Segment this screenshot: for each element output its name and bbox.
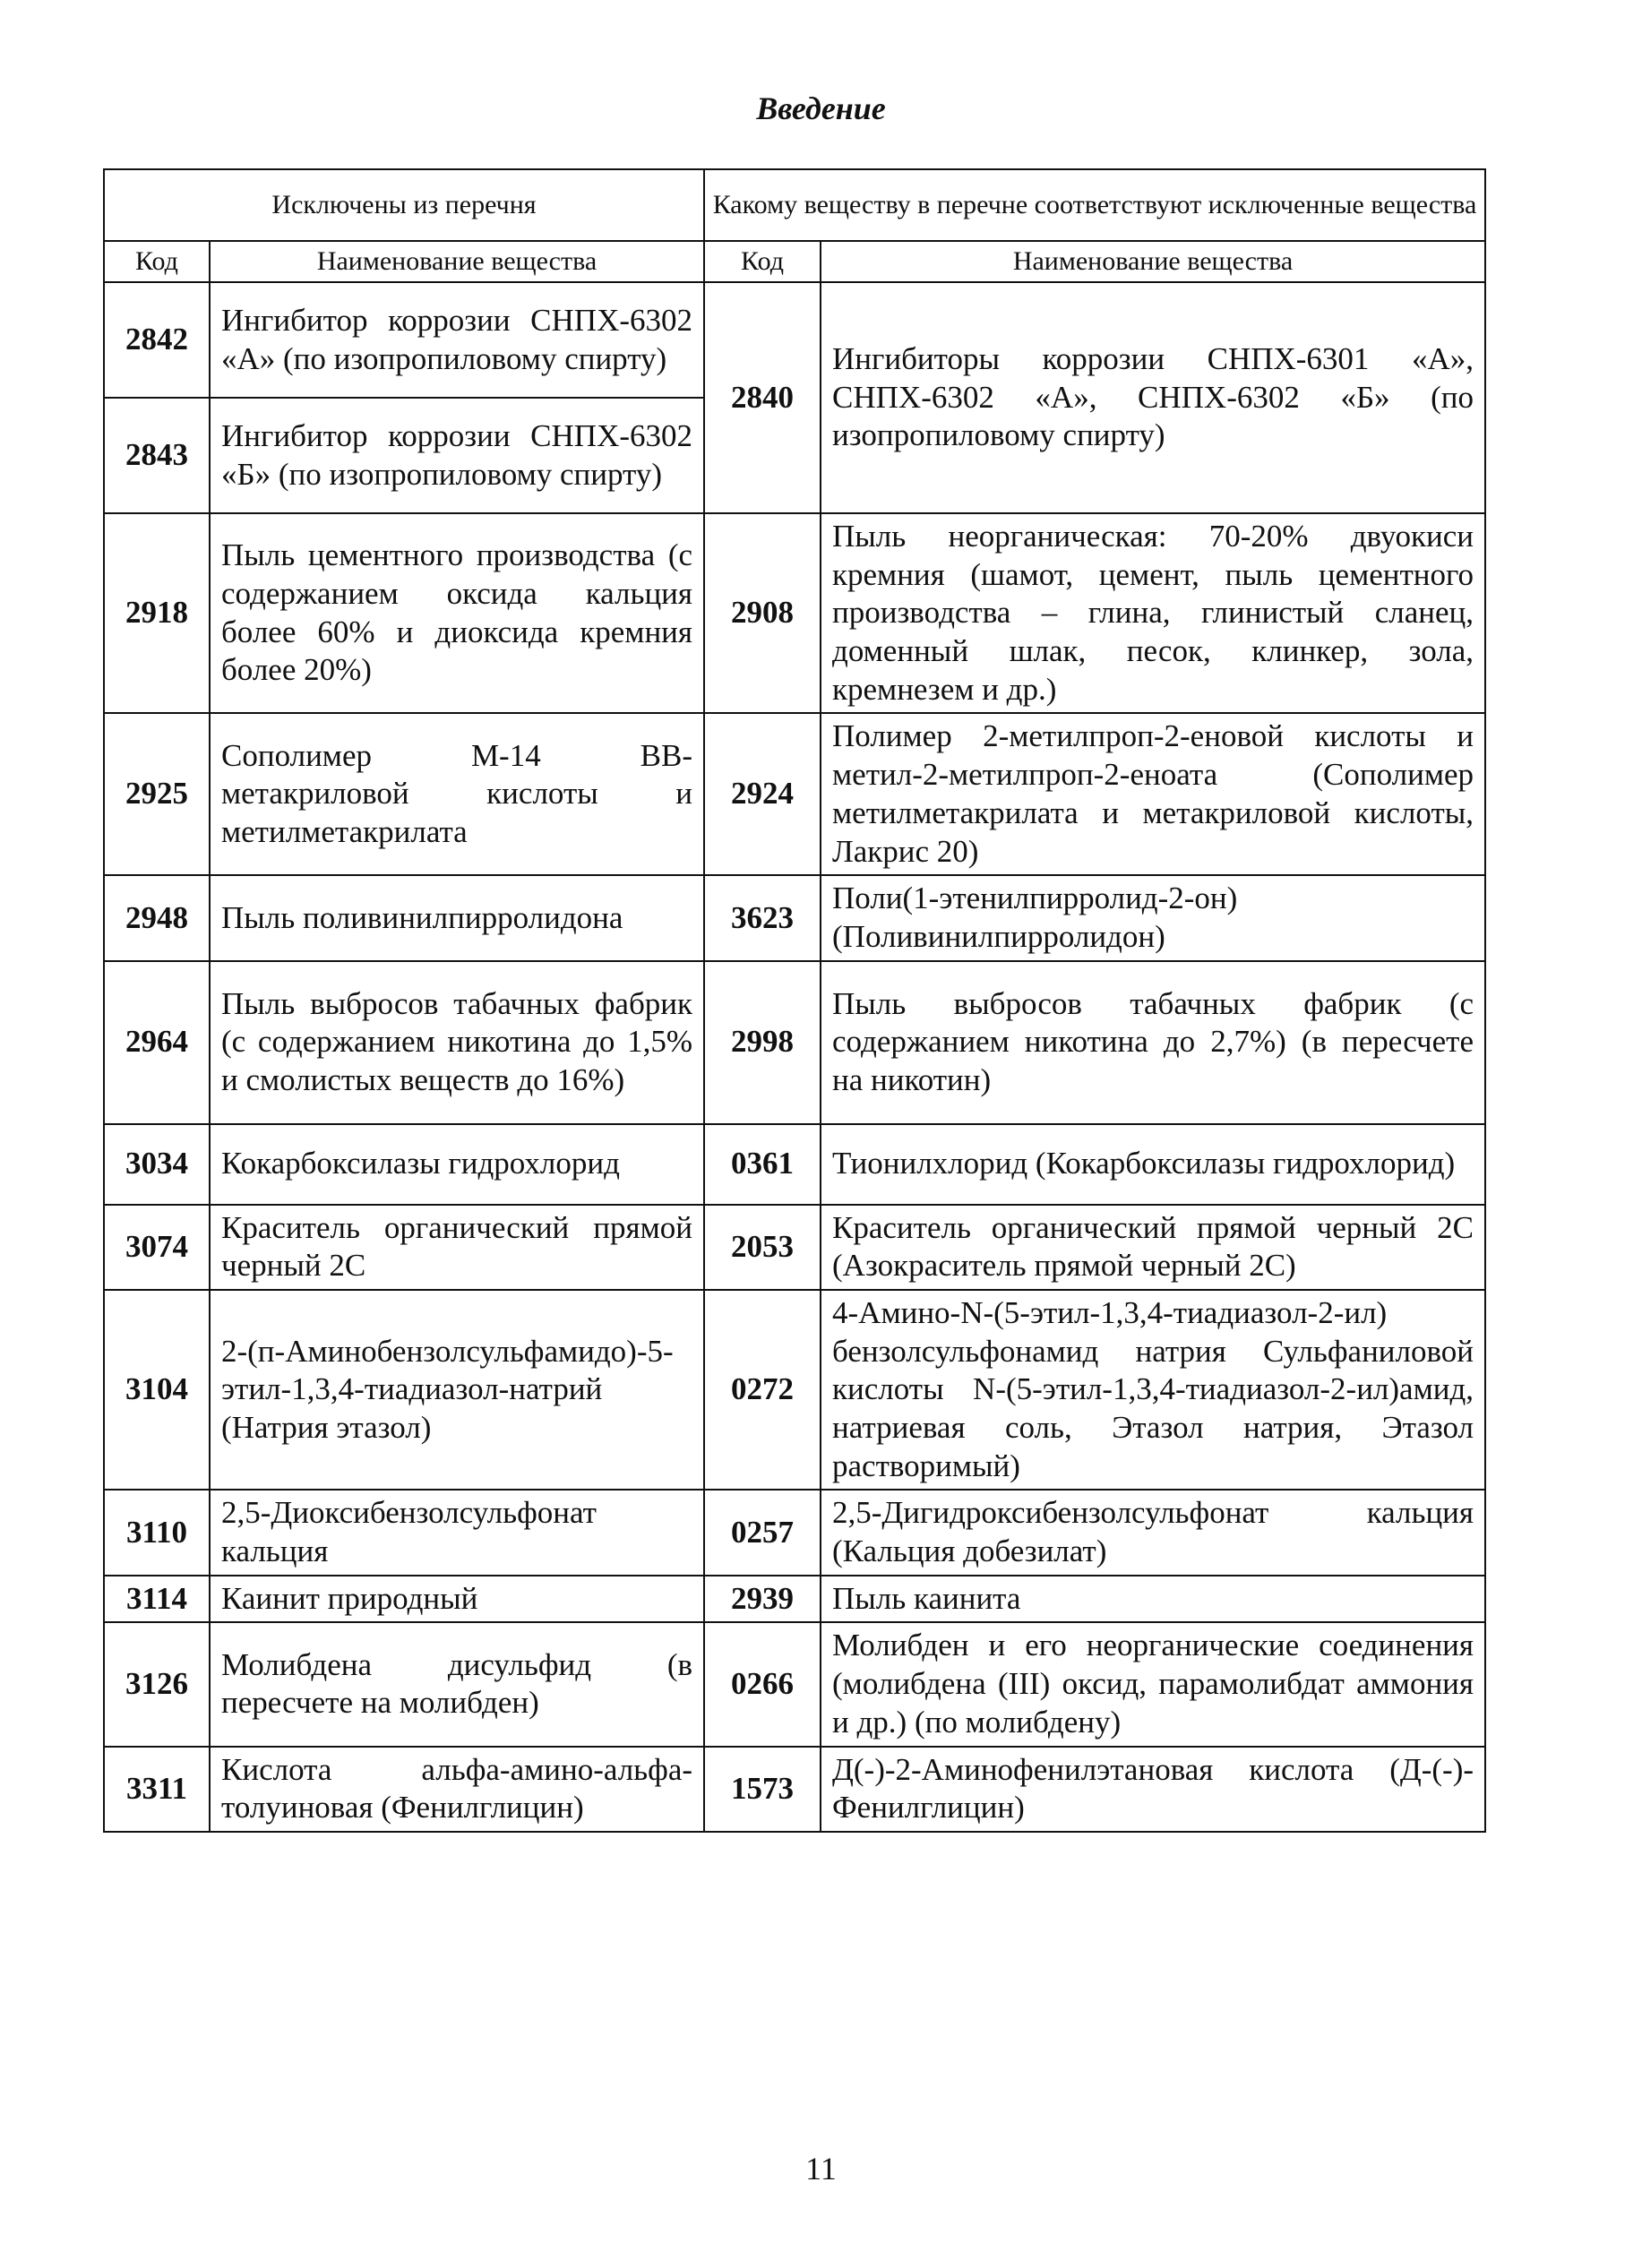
- table-row: [104, 1490, 1485, 1575]
- group-header-matching: Какому веществу в перечне соответствуют исключенные вещества: [704, 169, 1485, 241]
- page-number: 11: [805, 2151, 837, 2186]
- target-name-cell: Д(-)-2-Аминофенилэтановая кислота (Д-(-)-Фенилглицин): [821, 1747, 1485, 1832]
- code-cell: 3110: [104, 1490, 210, 1575]
- target-code-cell: 0272: [704, 1290, 821, 1490]
- table-row: [104, 1622, 1485, 1746]
- page-header: Введение: [756, 90, 886, 126]
- col-header-name: Наименование вещества: [210, 241, 704, 282]
- target-name-cell: 2,5-Дигидроксибензолсульфонат кальция (Кальция добезилат): [821, 1490, 1485, 1575]
- code-cell: 3074: [104, 1205, 210, 1290]
- col-header-code: Код: [104, 241, 210, 282]
- group-header-excluded: Исключены из перечня: [104, 169, 704, 241]
- table-column-header-row: [104, 241, 1485, 282]
- table-row: [104, 282, 1485, 398]
- code-cell: 2925: [104, 713, 210, 875]
- table-row: [104, 875, 1485, 960]
- target-code-cell: 0257: [704, 1490, 821, 1575]
- target-code-cell: 2924: [704, 713, 821, 875]
- target-code-cell: 0361: [704, 1124, 821, 1205]
- table-row: [104, 1205, 1485, 1290]
- target-code-cell: 2840: [704, 282, 821, 513]
- name-cell: Каинит природный: [210, 1576, 704, 1623]
- target-name-cell: Краситель органический прямой черный 2С (Азокраситель прямой черный 2С): [821, 1205, 1485, 1290]
- name-cell: Ингибитор коррозии СНПХ-6302 «Б» (по изопропиловому спирту): [210, 398, 704, 513]
- name-cell: Краситель органический прямой черный 2С: [210, 1205, 704, 1290]
- table-row: [104, 1747, 1485, 1832]
- name-cell: Кислота альфа-амино-альфа-толуиновая (Фенилглицин): [210, 1747, 704, 1832]
- table-row: [104, 1576, 1485, 1623]
- table-row: [104, 1290, 1485, 1490]
- target-name-cell: Молибден и его неорганические соединения (молибдена (III) оксид, парамолибдат аммония и др.) (по молибдену): [821, 1622, 1485, 1746]
- name-cell: Пыль выбросов табачных фабрик (с содержанием никотина до 1,5% и смолистых веществ до 16%): [210, 961, 704, 1124]
- table-row: [104, 1124, 1485, 1205]
- code-cell: 3311: [104, 1747, 210, 1832]
- name-cell: Молибдена дисульфид (в пересчете на молибден): [210, 1622, 704, 1746]
- target-name-cell: Полимер 2-метилпроп-2-еновой кислоты и метил-2-метилпроп-2-еноата (Сополимер метилметакрилата и метакриловой кислоты, Лакрис 20): [821, 713, 1485, 875]
- target-name-cell: 4-Амино-N-(5-этил-1,3,4-тиадиазол-2-ил) бензолсульфонамид натрия Сульфаниловой кислоты N-(5-этил-1,3,4-тиадиазол-2-ил)амид, натриевая соль, Этазол натрия, Этазол растворимый): [821, 1290, 1485, 1490]
- target-name-cell: Поли(1-этенилпирролид-2-он) (Поливинилпирролидон): [821, 875, 1485, 960]
- name-cell: Пыль поливинилпирролидона: [210, 875, 704, 960]
- name-cell: Ингибитор коррозии СНПХ-6302 «А» (по изопропиловому спирту): [210, 282, 704, 398]
- target-name-cell: Пыль каинита: [821, 1576, 1485, 1623]
- col-header-target-code: Код: [704, 241, 821, 282]
- table-row: [104, 961, 1485, 1124]
- table-row: [104, 713, 1485, 875]
- code-cell: 3104: [104, 1290, 210, 1490]
- target-code-cell: 0266: [704, 1622, 821, 1746]
- target-code-cell: 2053: [704, 1205, 821, 1290]
- name-cell: 2-(п-Аминобензолсульфамидо)-5-этил-1,3,4-тиадиазол-натрий (Натрия этазол): [210, 1290, 704, 1490]
- name-cell: Сополимер М-14 ВВ-метакриловой кислоты и метилметакрилата: [210, 713, 704, 875]
- code-cell: 3114: [104, 1576, 210, 1623]
- table-group-header-row: [104, 169, 1485, 241]
- substances-table: [103, 168, 1486, 1833]
- name-cell: Пыль цементного производства (с содержанием оксида кальция более 60% и диоксида кремния более 20%): [210, 513, 704, 713]
- target-code-cell: 3623: [704, 875, 821, 960]
- target-name-cell: Тионилхлорид (Кокарбоксилазы гидрохлорид): [821, 1124, 1485, 1205]
- target-name-cell: Пыль выбросов табачных фабрик (с содержанием никотина до 2,7%) (в пересчете на никотин): [821, 961, 1485, 1124]
- target-code-cell: 2998: [704, 961, 821, 1124]
- code-cell: 2842: [104, 282, 210, 398]
- code-cell: 2948: [104, 875, 210, 960]
- target-code-cell: 2908: [704, 513, 821, 713]
- code-cell: 3034: [104, 1124, 210, 1205]
- target-code-cell: 1573: [704, 1747, 821, 1832]
- name-cell: Кокарбоксилазы гидрохлорид: [210, 1124, 704, 1205]
- target-code-cell: 2939: [704, 1576, 821, 1623]
- target-name-cell: Пыль неорганическая: 70-20% двуокиси кремния (шамот, цемент, пыль цементного производства – глина, глинистый сланец, доменный шлак, песок, клинкер, зола, кремнезем и др.): [821, 513, 1485, 713]
- code-cell: 2964: [104, 961, 210, 1124]
- code-cell: 2843: [104, 398, 210, 513]
- code-cell: 3126: [104, 1622, 210, 1746]
- code-cell: 2918: [104, 513, 210, 713]
- table-row: [104, 513, 1485, 713]
- name-cell: 2,5-Диоксибензолсульфонат кальция: [210, 1490, 704, 1575]
- col-header-target-name: Наименование вещества: [821, 241, 1485, 282]
- target-name-cell: Ингибиторы коррозии СНПХ-6301 «А», СНПХ-6302 «А», СНПХ-6302 «Б» (по изопропиловому спирту): [821, 282, 1485, 513]
